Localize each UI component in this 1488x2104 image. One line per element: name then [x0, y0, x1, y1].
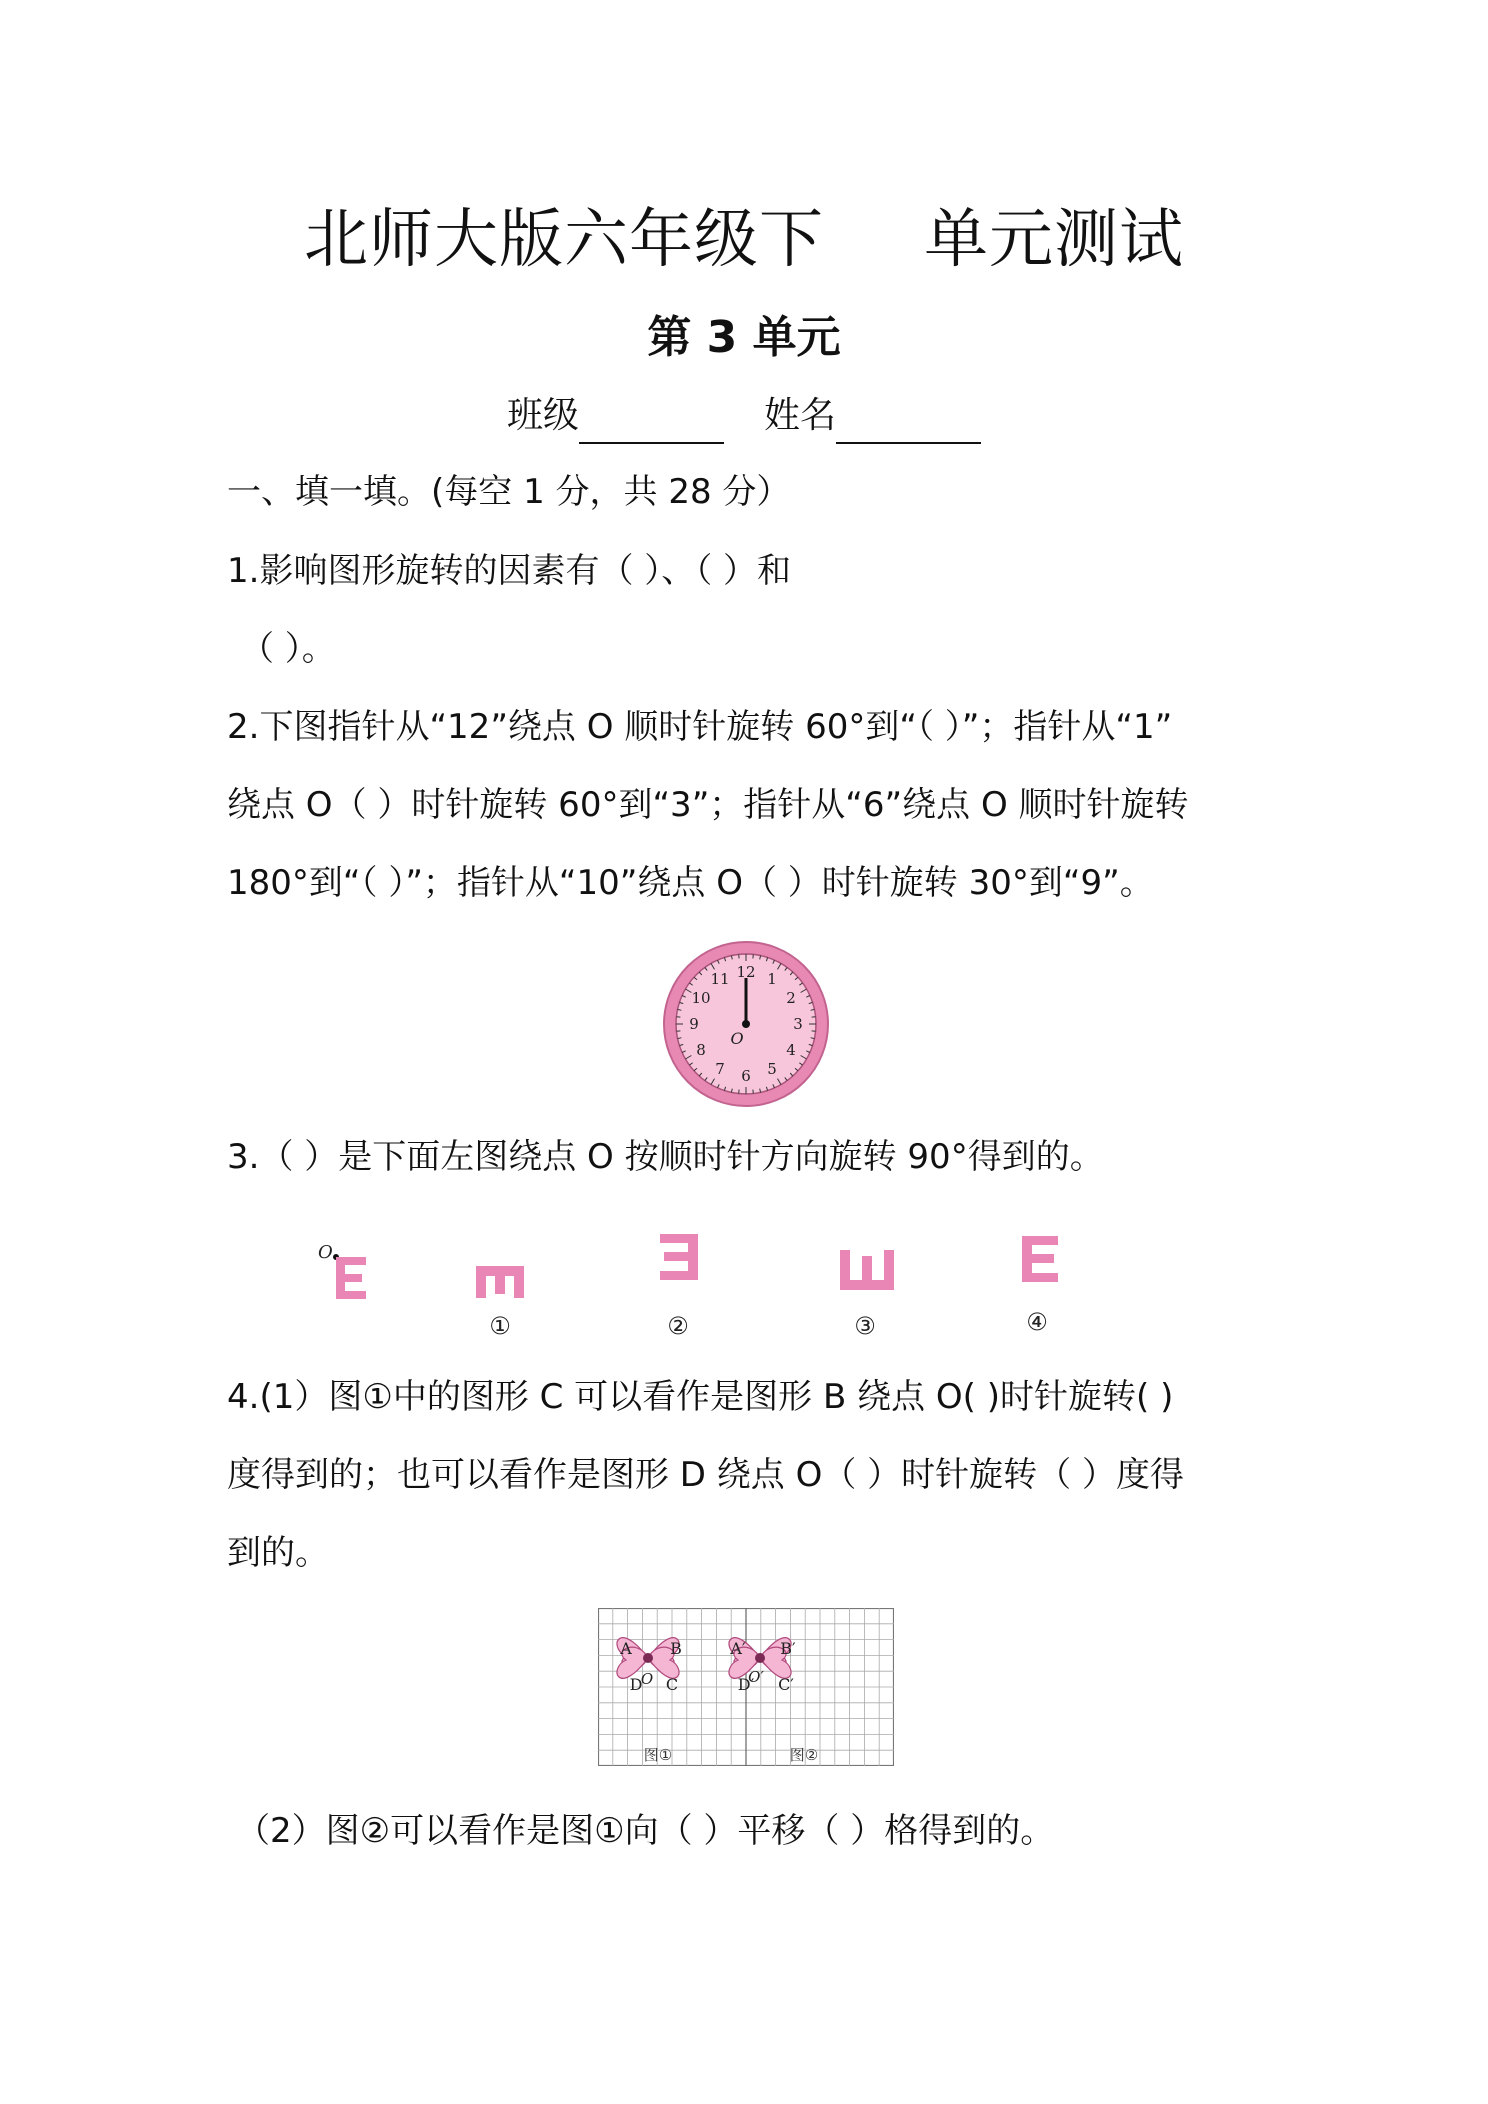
- section1-heading: 一、填一填。(每空 1 分，共 28 分）: [227, 472, 791, 512]
- option-3-label: ③: [854, 1312, 876, 1340]
- clock-number-5: 5: [767, 1060, 777, 1078]
- page-title: [0, 200, 1488, 280]
- fig1-label-c: C: [665, 1675, 679, 1694]
- fig1-label-d: D: [629, 1675, 643, 1694]
- student-info-line: [0, 388, 1488, 444]
- fig1-label-a: A: [620, 1639, 632, 1658]
- fig2-label-a: A′: [730, 1639, 746, 1658]
- clock-number-2: 2: [786, 989, 796, 1007]
- e-figures: [300, 1222, 1100, 1342]
- class-blank[interactable]: [579, 402, 724, 444]
- fig1-caption: 图①: [643, 1746, 673, 1764]
- e-original: [336, 1257, 366, 1299]
- option-4-label: ④: [1026, 1308, 1048, 1336]
- clock-number-4: 4: [786, 1041, 796, 1059]
- name-label: 姓名: [764, 395, 837, 436]
- option-1-label: ①: [489, 1312, 511, 1340]
- clock-number-3: 3: [793, 1015, 803, 1033]
- e-origin-label: O: [318, 1242, 333, 1263]
- clock-number-12: 12: [736, 963, 756, 981]
- clock-center-label: O: [730, 1029, 744, 1048]
- e-option-2: [660, 1234, 698, 1280]
- title-left: 北师大版六年级下: [304, 203, 824, 277]
- fig2-caption: 图②: [789, 1746, 819, 1764]
- class-label: 班级: [506, 395, 579, 436]
- q2-line2: 绕点 O（ ）时针旋转 60°到“3”；指针从“6”绕点 O 顺时针旋转: [227, 785, 1189, 825]
- q4-2-line1: （2）图②可以看作是图①向（ ）平移（ ）格得到的。: [236, 1811, 1055, 1851]
- clock-figure: [660, 938, 832, 1110]
- clock-number-11: 11: [710, 970, 730, 988]
- e-option-4: [1022, 1236, 1058, 1282]
- fig2-label-d: D′: [737, 1675, 755, 1694]
- e-option-1: [476, 1266, 524, 1298]
- q1-line1: 1.影响图形旋转的因素有（ ）、（ ）和: [227, 551, 792, 591]
- fig1-label-b: B: [670, 1639, 682, 1658]
- q3-line1: 3.（ ）是下面左图绕点 O 按顺时针方向旋转 90°得到的。: [227, 1137, 1104, 1177]
- clock-number-8: 8: [696, 1041, 706, 1059]
- fig1-center-label: O: [640, 1670, 654, 1688]
- fig2-center-label: O′: [748, 1668, 764, 1686]
- name-blank[interactable]: [836, 402, 981, 444]
- q4-line1: 4.(1）图①中的图形 C 可以看作是图形 B 绕点 O( )时针旋转( ): [227, 1377, 1174, 1417]
- clock-number-6: 6: [741, 1067, 751, 1085]
- option-2-label: ②: [667, 1312, 689, 1340]
- fig2-label-c: C′: [778, 1675, 794, 1694]
- clock-number-10: 10: [691, 989, 711, 1007]
- clock-center-dot: [742, 1020, 750, 1028]
- clock-number-7: 7: [715, 1060, 725, 1078]
- unit-subtitle: 第 3 单元: [647, 312, 841, 363]
- flower-grid-figure: [598, 1608, 894, 1766]
- clock-number-1: 1: [767, 970, 777, 988]
- q2-line3: 180°到“（ ）”；指针从“10”绕点 O（ ）时针旋转 30°到“9”。: [227, 863, 1154, 903]
- fig2-label-b: B′: [780, 1639, 796, 1658]
- q4-line3: 到的。: [227, 1533, 329, 1573]
- q2-line1: 2.下图指针从“12”绕点 O 顺时针旋转 60°到“（ ）”；指针从“1”: [227, 707, 1173, 747]
- clock-number-9: 9: [689, 1015, 699, 1033]
- q4-line2: 度得到的；也可以看作是图形 D 绕点 O（ ）时针旋转（ ）度得: [227, 1455, 1184, 1495]
- title-right: 单元测试: [924, 203, 1184, 277]
- q1-line2: （ ）。: [240, 629, 336, 669]
- e-option-3: [840, 1250, 894, 1290]
